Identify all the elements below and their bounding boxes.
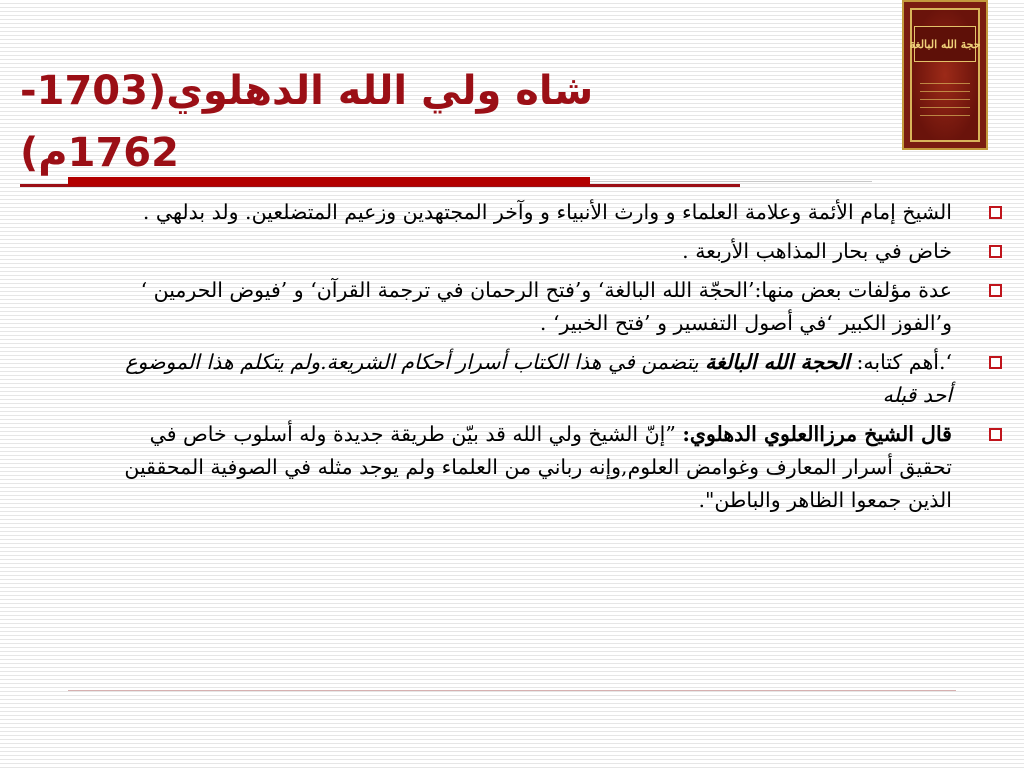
square-bullet-icon (989, 245, 1002, 258)
bullet-lead: قال الشيخ مرزاالعلوي الدهلوي: (682, 422, 952, 446)
bullet-item-madhahib (112, 235, 952, 268)
bullet-lead: ‘.أهم كتابه: (856, 350, 952, 374)
square-bullet-icon (989, 206, 1002, 219)
bullet-text: الشيخ إمام الأئمة وعلامة العلماء و وارث الأنبياء و وآخر المجتهدين وزعيم المتضلعين. ولد بدلهي . (142, 200, 952, 224)
slide-title: شاه ولي الله الدهلوي(1703-1762م) (20, 60, 740, 187)
book-cover-title: حجة الله البالغة (909, 37, 981, 51)
square-bullet-icon (989, 356, 1002, 369)
bullet-text: عدة مؤلفات بعض منها:’الحجّة الله البالغة‘ و’فتح الرحمان في ترجمة القرآن‘ و ’فيوض الحرمين ‘ و’الفوز الكبير ‘في أصول التفسير و ’فتح الخبير‘ . (140, 278, 952, 335)
book-name-emphasis: الحجة الله البالغة (705, 350, 850, 374)
square-bullet-icon (989, 428, 1002, 441)
title-thin-rule (590, 181, 872, 182)
bullet-list (112, 196, 952, 523)
bullet-text: خاض في بحار المذاهب الأربعة . (682, 239, 952, 263)
bullet-item-biography (112, 196, 952, 229)
bullet-text: ”إنّ الشيخ ولي الله قد بيّن طريقة جديدة وله أسلوب خاص في تحقيق أسرار المعارف وغوامض العلوم,وإنه رباني من العلماء ولم يوجد مثله في الصوفية المحققين الذين جمعوا الظاهر والباطن". (124, 422, 952, 512)
bullet-item-works (112, 274, 952, 340)
bullet-item-quote (112, 418, 952, 517)
bullet-item-main-book (112, 346, 952, 412)
footer-rule (68, 690, 956, 691)
bullet-text: يتضمن في هذا الكتاب أسرار أحكام الشريعة.ولم يتكلم هذا الموضوع أحد قبله (125, 350, 952, 407)
book-cover-title-band (909, 26, 981, 62)
title-accent-rule (68, 177, 590, 186)
square-bullet-icon (989, 284, 1002, 297)
book-cover-ornament (920, 76, 970, 122)
book-cover-image (902, 0, 988, 150)
